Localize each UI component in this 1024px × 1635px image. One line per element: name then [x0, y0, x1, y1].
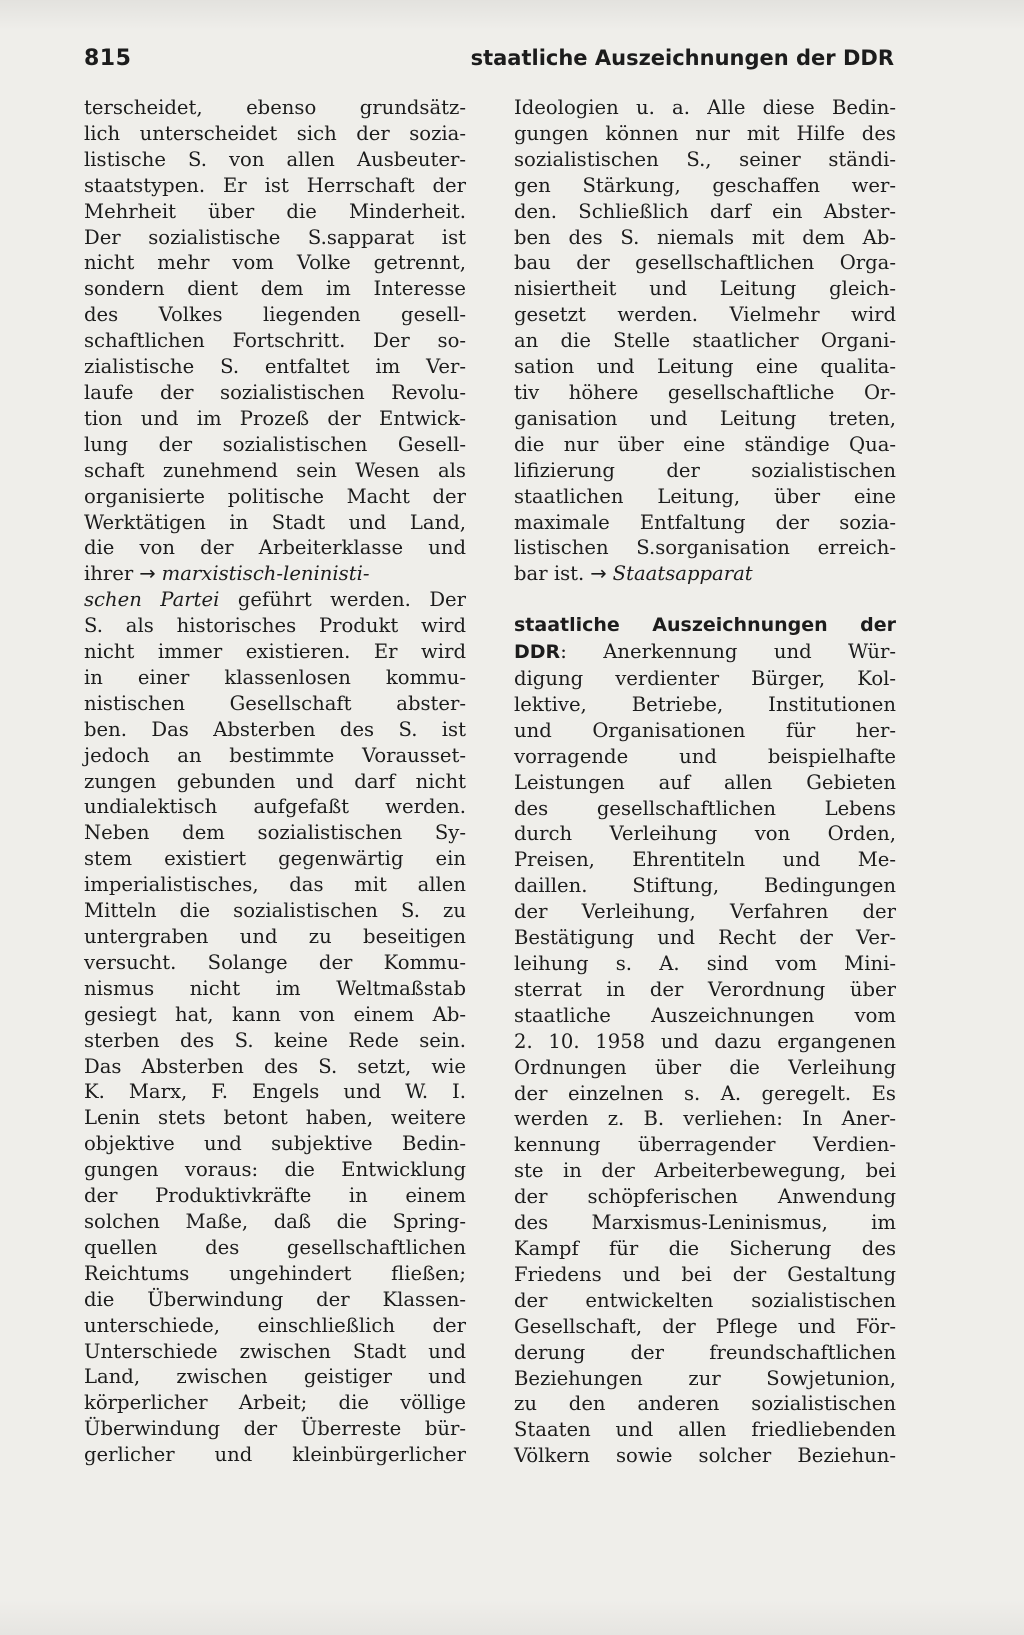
text-line: ben. Das Absterben des S. ist	[84, 717, 466, 741]
text-line: Ideologien u. a. Alle diese Bedin-	[514, 96, 896, 119]
page-number: 815	[84, 46, 132, 71]
text-run: geführt werden. Der	[219, 588, 466, 612]
text-line: lich unterscheidet sich der sozia-	[84, 121, 466, 145]
text-line: zungen gebunden und darf nicht	[84, 769, 466, 793]
text-line: lung der sozialistischen Gesell-	[84, 432, 466, 456]
text-line: Unterschiede zwischen Stadt und	[84, 1339, 466, 1363]
text-line: staatstypen. Er ist Herrschaft der	[84, 173, 466, 197]
text-line: des gesellschaftlichen Lebens	[514, 796, 896, 820]
text-line: undialektisch aufgefaßt werden.	[84, 795, 466, 819]
text-line: tiv höhere gesellschaftliche Or-	[514, 380, 896, 404]
text-line: des Volkes liegenden gesell-	[84, 303, 466, 327]
text-line: versucht. Solange der Kommu-	[84, 950, 466, 974]
text-line: vorragende und beispielhafte	[514, 744, 896, 768]
text-run: ihrer	[84, 562, 134, 586]
text-line: leihung s. A. sind vom Mini-	[514, 952, 896, 975]
text-line: den. Schließlich darf ein Abster-	[514, 199, 896, 223]
text-line: 2. 10. 1958 und dazu ergangenen	[514, 1029, 896, 1053]
cross-reference-term: schen Partei	[84, 588, 220, 612]
entry-heading-line	[514, 639, 896, 666]
text-line: listischen S.sorganisation erreich-	[514, 536, 896, 560]
text-line: Ordnungen über die Verleihung	[514, 1055, 896, 1079]
text-line: Überwindung der Überreste bür-	[84, 1417, 466, 1441]
text-line: an die Stelle staatlicher Organi-	[514, 329, 896, 353]
text-line: Mitteln die sozialistischen S. zu	[84, 899, 466, 923]
text-line: nicht mehr vom Volke getrennt,	[84, 251, 466, 275]
text-line: laufe der sozialistischen Revolu-	[84, 380, 466, 404]
text-line: die von der Arbeiterklasse und	[84, 536, 466, 560]
text-line: maximale Entfaltung der sozia-	[514, 510, 896, 534]
entry-heading-line	[514, 612, 896, 639]
text-line: gesetzt werden. Vielmehr wird	[514, 303, 896, 327]
text-line: gerlicher und kleinbürgerlicher	[84, 1443, 466, 1467]
cross-reference-term: marxistisch-leninisti-	[161, 562, 370, 586]
text-line: Kampf für die Sicherung des	[514, 1236, 896, 1260]
text-line: stem existiert gegenwärtig ein	[84, 847, 466, 871]
text-line: unterschiede, einschließlich der	[84, 1313, 466, 1337]
text-line: Staaten und allen friedliebenden	[514, 1418, 896, 1442]
text-line: werden z. B. verliehen: In Aner-	[514, 1107, 896, 1131]
text-line: sterben des S. keine Rede sein.	[84, 1028, 466, 1052]
text-line: gungen voraus: die Entwicklung	[84, 1158, 466, 1182]
text-line: gen Stärkung, geschaffen wer-	[514, 173, 896, 197]
text-line	[514, 561, 896, 587]
text-line: solchen Maße, daß die Spring-	[84, 1209, 466, 1233]
cross-reference-arrow: →	[590, 562, 607, 586]
text-line: ben des S. niemals mit dem Ab-	[514, 225, 896, 249]
text-run: : Anerkennung und Wür-	[560, 640, 896, 664]
text-line: nistischen Gesellschaft abster-	[84, 691, 466, 715]
running-head: staatliche Auszeichnungen der DDR	[470, 46, 894, 70]
text-line: nisiertheit und Leitung gleich-	[514, 277, 896, 301]
text-line: Völkern sowie solcher Beziehun-	[514, 1444, 896, 1468]
text-line: digung verdienter Bürger, Kol-	[514, 667, 896, 691]
text-line: daillen. Stiftung, Bedingungen	[514, 874, 896, 898]
text-line: schaft zunehmend sein Wesen als	[84, 458, 466, 482]
text-line	[84, 587, 466, 613]
text-line: der Produktivkräfte in einem	[84, 1184, 466, 1208]
text-line: untergraben und zu beseitigen	[84, 925, 466, 948]
left-column	[84, 95, 466, 1468]
text-line: organisierte politische Macht der	[84, 484, 466, 508]
text-line: nicht immer existieren. Er wird	[84, 640, 466, 664]
text-line: bau der gesellschaftlichen Orga-	[514, 251, 896, 275]
text-line: Das Absterben des S. setzt, wie	[84, 1054, 466, 1078]
text-line: der entwickelten sozialistischen	[514, 1288, 896, 1312]
text-line: sterrat in der Verordnung über	[514, 977, 896, 1001]
text-line: Lenin stets betont haben, weitere	[84, 1106, 466, 1130]
text-line: gungen können nur mit Hilfe des	[514, 121, 896, 145]
text-line: Leistungen auf allen Gebieten	[514, 770, 896, 794]
cross-reference-arrow: →	[139, 562, 156, 586]
text-line: Beziehungen zur Sowjetunion,	[514, 1366, 896, 1390]
text-line: der Verleihung, Verfahren der	[514, 900, 896, 924]
text-line: quellen des gesellschaftlichen	[84, 1235, 466, 1259]
text-line: des Marxismus-Leninismus, im	[514, 1211, 896, 1235]
text-line: derung der freundschaftlichen	[514, 1340, 896, 1364]
text-run: bar ist.	[514, 562, 585, 586]
text-line: sation und Leitung eine qualita-	[514, 355, 896, 379]
text-line: sozialistischen S., seiner ständi-	[514, 147, 896, 171]
text-line: jedoch an bestimmte Vorausset-	[84, 743, 466, 767]
text-line: gesiegt hat, kann von einem Ab-	[84, 1002, 466, 1026]
text-line: Land, zwischen geistiger und	[84, 1365, 466, 1389]
text-line: zu den anderen sozialistischen	[514, 1392, 896, 1416]
text-line: lifizierung der sozialistischen	[514, 458, 896, 482]
right-column	[514, 95, 896, 1469]
text-line: imperialistisches, das mit allen	[84, 873, 466, 897]
text-line: der einzelnen s. A. geregelt. Es	[514, 1081, 896, 1105]
text-line: lektive, Betriebe, Institutionen	[514, 692, 896, 716]
text-line: Werktätigen in Stadt und Land,	[84, 510, 466, 534]
text-line: staatlichen Leitung, über eine	[514, 484, 896, 508]
cross-reference-term: Staatsapparat	[612, 562, 753, 586]
text-line: schaftlichen Fortschritt. Der so-	[84, 329, 466, 353]
text-line: Reichtums ungehindert fließen;	[84, 1261, 466, 1285]
text-line: nismus nicht im Weltmaßstab	[84, 976, 466, 1000]
text-line: Gesellschaft, der Pflege und För-	[514, 1314, 896, 1338]
text-line: und Organisationen für her-	[514, 718, 896, 742]
text-line: ganisation und Leitung treten,	[514, 406, 896, 430]
text-line: in einer klassenlosen kommu-	[84, 665, 466, 689]
text-line: K. Marx, F. Engels und W. I.	[84, 1080, 466, 1104]
text-line: Bestätigung und Recht der Ver-	[514, 926, 896, 950]
text-line: listische S. von allen Ausbeuter-	[84, 147, 466, 171]
text-line: Mehrheit über die Minderheit.	[84, 199, 466, 223]
text-line: Friedens und bei der Gestaltung	[514, 1262, 896, 1286]
text-line: sondern dient dem im Interesse	[84, 277, 466, 301]
text-line: die Überwindung der Klassen-	[84, 1287, 466, 1311]
entry-heading: staatliche Auszeichnungen der	[514, 614, 896, 637]
entry-heading: DDR	[514, 641, 561, 664]
text-line: kennung überragender Verdien-	[514, 1133, 896, 1157]
text-line: durch Verleihung von Orden,	[514, 822, 896, 846]
text-line: zialistische S. entfaltet im Ver-	[84, 355, 466, 379]
text-line: tion und im Prozeß der Entwick-	[84, 406, 466, 430]
text-line: terscheidet, ebenso grundsätz-	[84, 96, 466, 119]
text-line: körperlicher Arbeit; die völlige	[84, 1391, 466, 1415]
text-line: objektive und subjektive Bedin-	[84, 1132, 466, 1156]
text-line: die nur über eine ständige Qua-	[514, 432, 896, 456]
text-line	[84, 561, 466, 587]
text-line: ste in der Arbeiterbewegung, bei	[514, 1159, 896, 1183]
text-line: Neben dem sozialistischen Sy-	[84, 821, 466, 845]
text-line: der schöpferischen Anwendung	[514, 1185, 896, 1209]
text-line: Der sozialistische S.sapparat ist	[84, 225, 466, 249]
text-line: Preisen, Ehrentiteln und Me-	[514, 848, 896, 872]
text-line: S. als historisches Produkt wird	[84, 614, 466, 638]
text-line: staatliche Auszeichnungen vom	[514, 1003, 896, 1027]
